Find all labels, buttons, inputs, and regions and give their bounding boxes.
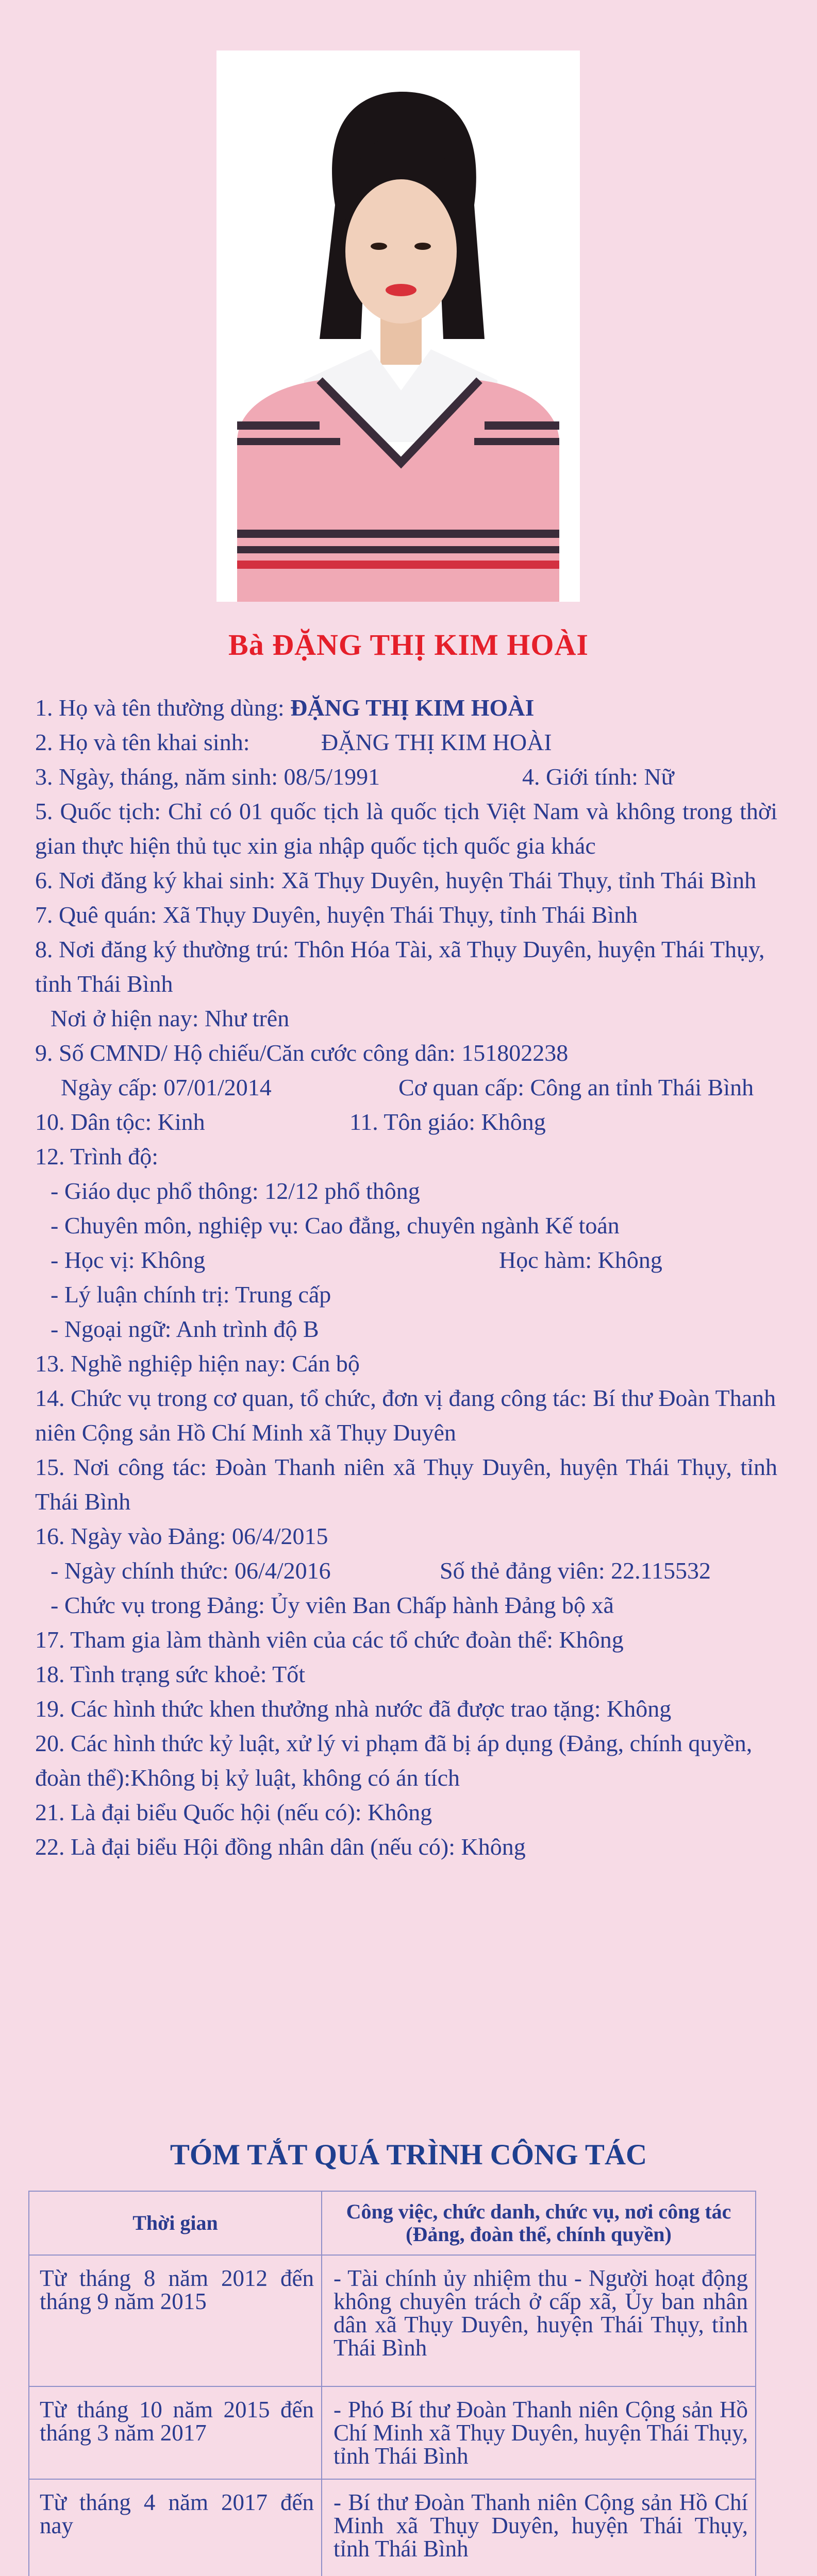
info-row-12e: - Ngoại ngữ: Anh trình độ B: [51, 1316, 319, 1342]
info-row-6: 6. Nơi đăng ký khai sinh: Xã Thụy Duyên, huyện Thái Thụy, tỉnh Thái Bình: [35, 867, 757, 893]
row-description: - Bí thư Đoàn Thanh niên Cộng sản Hồ Chí Minh xã Thụy Duyên, huyện Thái Thụy, tỉnh Thái Bình: [322, 2479, 756, 2576]
info-row-12a: - Giáo dục phổ thông: 12/12 phổ thông: [51, 1178, 420, 1204]
info-row-5: 5. Quốc tịch: Chỉ có 01 quốc tịch là quốc tịch Việt Nam và không trong thời gian thực hiện thủ tục xin gia nhập quốc tịch quốc gia khác: [35, 798, 777, 859]
work-history-table: [28, 2191, 756, 2576]
portrait-illustration: [216, 50, 580, 602]
row-time: Từ tháng 10 năm 2015 đến tháng 3 năm 2017: [29, 2386, 322, 2479]
info-row-8: 8. Nơi đăng ký thường trú: Thôn Hóa Tài, xã Thụy Duyên, huyện Thái Thụy, tỉnh Thái Bình: [35, 936, 765, 997]
candidate-title: Bà ĐẶNG THỊ KIM HOÀI: [228, 628, 589, 662]
row-time: Từ tháng 8 năm 2012 đến tháng 9 năm 2015: [29, 2255, 322, 2386]
info-row-9: 9. Số CMND/ Hộ chiếu/Căn cước công dân: 151802238: [35, 1040, 569, 1066]
info-row-2: 2. Họ và tên khai sinh: ĐẶNG THỊ KIM HOÀI: [35, 729, 552, 755]
info-row-12b: - Chuyên môn, nghiệp vụ: Cao đẳng, chuyên ngành Kế toán: [51, 1212, 620, 1239]
work-history-title: TÓM TẮT QUÁ TRÌNH CÔNG TÁC: [170, 2139, 647, 2171]
info-row-10: 10. Dân tộc: Kinh 11. Tôn giáo: Không: [35, 1109, 546, 1135]
row-description: - Phó Bí thư Đoàn Thanh niên Cộng sản Hồ Chí Minh xã Thụy Duyên, huyện Thái Thụy, tỉnh Thái Bình: [322, 2386, 756, 2479]
info-row-13: 13. Nghề nghiệp hiện nay: Cán bộ: [35, 1350, 360, 1377]
info-row-22: 22. Là đại biểu Hội đồng nhân dân (nếu có): Không: [35, 1834, 526, 1860]
table-row: [29, 2386, 756, 2479]
info-row-18: 18. Tình trạng sức khoẻ: Tốt: [35, 1661, 306, 1687]
info-row-9b: Ngày cấp: 07/01/2014 Cơ quan cấp: Công an tỉnh Thái Bình: [61, 1074, 754, 1100]
info-row-3: 3. Ngày, tháng, năm sinh: 08/5/1991 4. Giới tính: Nữ: [35, 764, 674, 790]
table-row: [29, 2479, 756, 2576]
info-row-19: 19. Các hình thức khen thưởng nhà nước đã được trao tặng: Không: [35, 1696, 672, 1722]
info-row-21: 21. Là đại biểu Quốc hội (nếu có): Không: [35, 1799, 432, 1825]
info-row-12c: - Học vị: Không Học hàm: Không: [51, 1247, 662, 1273]
table-row: [29, 2255, 756, 2386]
info-row-12: 12. Trình độ:: [35, 1143, 159, 1170]
info-row-14: 14. Chức vụ trong cơ quan, tổ chức, đơn vị đang công tác: Bí thư Đoàn Thanh niên Cộng sản Hồ Chí Minh xã Thụy Duyên: [35, 1385, 776, 1446]
info-row-17: 17. Tham gia làm thành viên của các tổ chức đoàn thể: Không: [35, 1626, 624, 1653]
info-row-1: 1. Họ và tên thường dùng: ĐẶNG THỊ KIM HOÀI: [35, 694, 535, 721]
candidate-info: [35, 690, 777, 1864]
info-row-15: 15. Nơi công tác: Đoàn Thanh niên xã Thụy Duyên, huyện Thái Thụy, tỉnh Thái Bình: [35, 1454, 777, 1515]
info-row-8b: Nơi ở hiện nay: Như trên: [51, 1005, 290, 1031]
info-row-20: 20. Các hình thức kỷ luật, xử lý vi phạm đã bị áp dụng (Đảng, chính quyền, đoàn thể):Không bị kỷ luật, không có án tích: [35, 1730, 753, 1791]
portrait-photo: [216, 50, 580, 602]
info-row-7: 7. Quê quán: Xã Thụy Duyên, huyện Thái Thụy, tỉnh Thái Bình: [35, 902, 638, 928]
row-description: - Tài chính ủy nhiệm thu - Người hoạt động không chuyên trách ở cấp xã, Ủy ban nhân dân xã Thụy Duyên, huyện Thái Thụy, tỉnh Thái Bình: [322, 2255, 756, 2386]
table-header-row: [29, 2191, 756, 2255]
col-header-description: Công việc, chức danh, chức vụ, nơi công tác (Đảng, đoàn thể, chính quyền): [322, 2191, 756, 2255]
row-time: Từ tháng 4 năm 2017 đến nay: [29, 2479, 322, 2576]
info-row-16b: - Chức vụ trong Đảng: Ủy viên Ban Chấp hành Đảng bộ xã: [51, 1592, 614, 1618]
col-header-time: Thời gian: [29, 2191, 322, 2255]
info-row-16a: - Ngày chính thức: 06/4/2016 Số thẻ đảng viên: 22.115532: [51, 1557, 711, 1584]
info-row-16: 16. Ngày vào Đảng: 06/4/2015: [35, 1523, 328, 1549]
info-row-12d: - Lý luận chính trị: Trung cấp: [51, 1281, 331, 1308]
